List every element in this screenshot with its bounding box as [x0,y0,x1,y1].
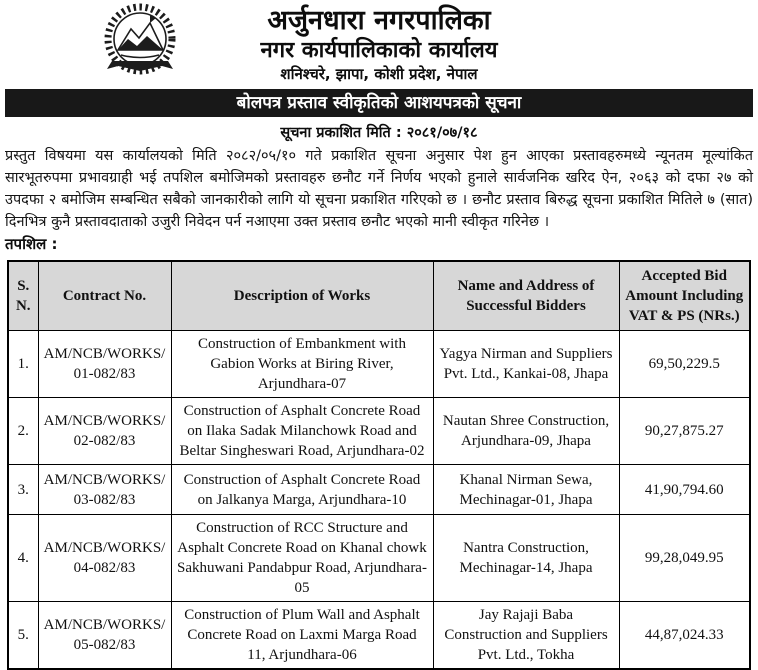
office-address: शनिश्चरे, झापा, कोशी प्रदेश, नेपाल [280,65,478,83]
notice-paragraph: प्रस्तुत विषयमा यस कार्यालयको मिति २०८२/०५/१० गते प्रकाशित सूचना अनुसार पेश हुन आएका प्रस्तावहरुमध्ये न्यूनतम मूल्यांकित सारभूतरुपमा प्रभावग्राही भई तपशिल बमोजिमको प्रस्तावहरु छनौट गर्ने निर्णय भएको हुनाले सार्वजनिक खरिद ऐन, २०६३ को दफा २७ को उपदफा २ बमोजिम सम्बन्धित सबैको जानकारीको लागि यो सूचना प्रकाशित गरिएको छ । छनौट प्रस्ताव बिरुद्ध सूचना प्रकाशित मितिले ७ (सात) दिनभित्र कुनै प्रस्तावदाताको उजुरी निवेदन पर्न नआएमा उक्त प्रस्ताव छनौट भएको मानी स्वीकृत गरिनेछ । [5,148,753,230]
notice-title-banner: बोलपत्र प्रस्ताव स्वीकृतिको आशयपत्रको सूचना [5,89,753,117]
cell-amount: 99,28,049.95 [619,515,750,602]
cell-amount: 44,87,024.33 [619,602,750,670]
letterhead [0,0,758,84]
cell-contract-no: AM/NCB/WORKS/03-082/83 [38,465,171,515]
table-header-row [8,261,750,331]
municipal-emblem-icon [95,3,185,81]
cell-sn: 1. [8,331,38,398]
cell-sn: 5. [8,602,38,670]
cell-description: Construction of Asphalt Concrete Road on Ilaka Sadak Milanchowk Road and Beltar Singheswari Road, Arjundhara-02 [171,398,433,465]
cell-amount: 90,27,875.27 [619,398,750,465]
table-row [8,331,750,398]
cell-bidder: Nautan Shree Construction, Arjundhara-09, Jhapa [433,398,619,465]
table-row [8,398,750,465]
cell-description: Construction of RCC Structure and Asphalt Concrete Road on Khanal chowk Sakhuwani Pandabpur Road, Arjundhara-05 [171,515,433,602]
cell-bidder: Yagya Nirman and Suppliers Pvt. Ltd., Kankai-08, Jhapa [433,331,619,398]
cell-sn: 2. [8,398,38,465]
published-date-line [0,122,758,142]
cell-bidder: Nantra Construction, Mechinagar-14, Jhapa [433,515,619,602]
cell-contract-no: AM/NCB/WORKS/01-082/83 [38,331,171,398]
column-header: Name and Address of Successful Bidders [433,261,619,331]
published-date-label: सूचना प्रकाशित मिति : [280,125,402,141]
tapasil-label: तपशिल : [5,235,58,253]
column-header: Accepted Bid Amount Including VAT & PS (NRs.) [619,261,750,331]
municipality-name: अर्जुनधारा नगरपालिका [267,5,491,36]
cell-sn: 3. [8,465,38,515]
column-header: S. N. [8,261,38,331]
column-header: Contract No. [38,261,171,331]
cell-bidder: Khanal Nirman Sewa, Mechinagar-01, Jhapa [433,465,619,515]
cell-description: Construction of Asphalt Concrete Road on Jalkanya Marga, Arjundhara-10 [171,465,433,515]
cell-amount: 41,90,794.60 [619,465,750,515]
office-name: नगर कार्यपालिकाको कार्यालय [260,38,498,63]
cell-contract-no: AM/NCB/WORKS/04-082/83 [38,515,171,602]
cell-description: Construction of Plum Wall and Asphalt Concrete Road on Laxmi Marga Road 11, Arjundhara-06 [171,602,433,670]
table-row [8,515,750,602]
cell-contract-no: AM/NCB/WORKS/02-082/83 [38,398,171,465]
published-date-value: २०८१/०७/१८ [406,125,478,141]
table-row [8,602,750,670]
cell-amount: 69,50,229.5 [619,331,750,398]
bid-results-table [7,260,751,670]
cell-sn: 4. [8,515,38,602]
column-header: Description of Works [171,261,433,331]
cell-contract-no: AM/NCB/WORKS/05-082/83 [38,602,171,670]
table-body [8,331,750,670]
table-row [8,465,750,515]
cell-bidder: Jay Rajaji Baba Construction and Suppliers Pvt. Ltd., Tokha [433,602,619,670]
cell-description: Construction of Embankment with Gabion Works at Biring River, Arjundhara-07 [171,331,433,398]
